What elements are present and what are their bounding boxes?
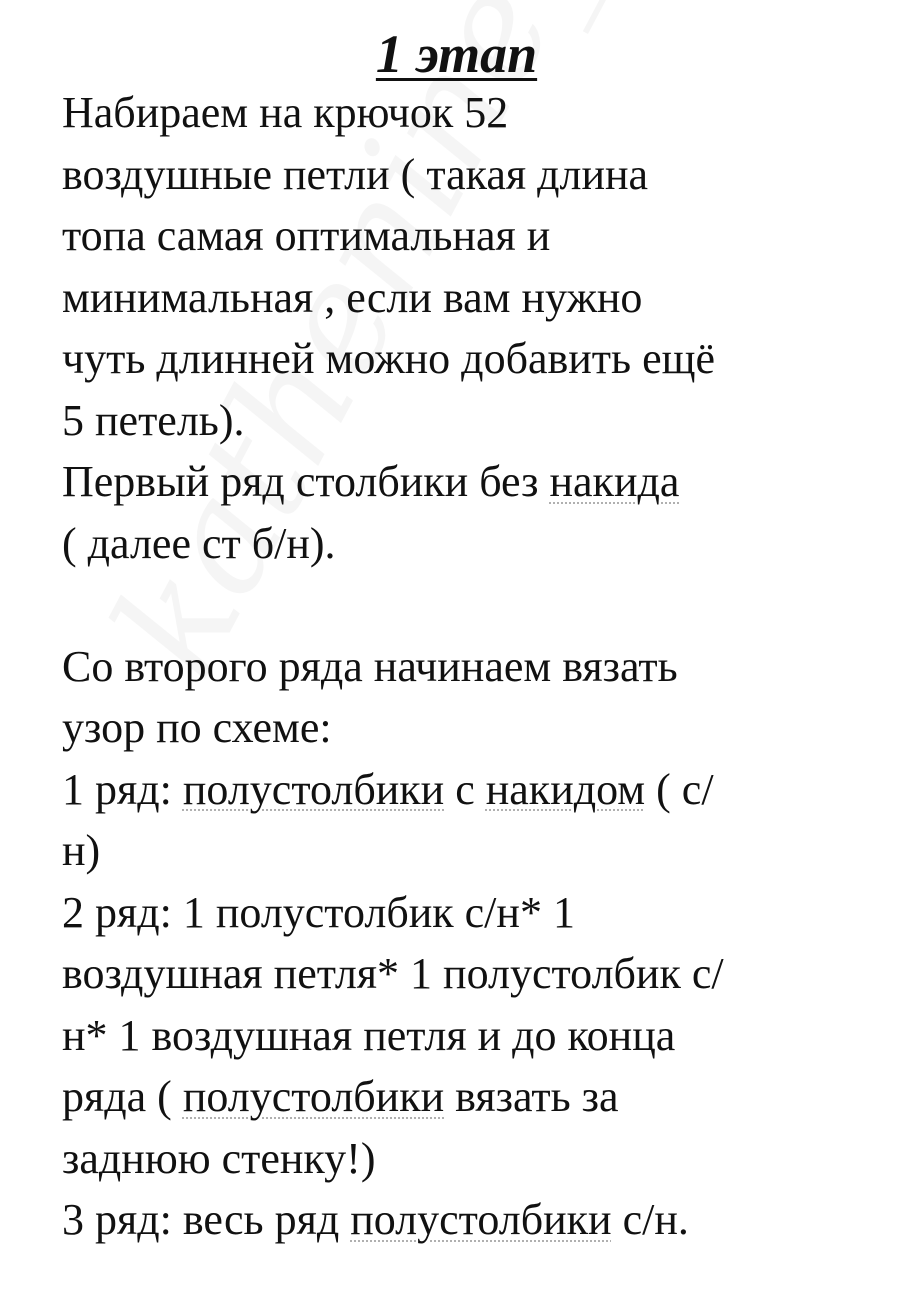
- text-line: Со второго ряда начинаем вязать: [62, 641, 678, 691]
- text-segment: ( с/: [645, 764, 714, 814]
- text-line: н* 1 воздушная петля и до конца: [62, 1010, 676, 1060]
- text-line: [62, 1066, 892, 1128]
- text-line: минимальная , если вам нужно: [62, 272, 643, 322]
- spellcheck-word: накида: [549, 457, 680, 506]
- text-line: н): [62, 826, 101, 875]
- spellcheck-word: полустолбики: [182, 764, 445, 814]
- spellcheck-word: накидом: [485, 764, 646, 814]
- text-line: воздушные петли ( такая длина: [62, 149, 649, 199]
- text-line: 2 ряд: 1 полустолбик с/н* 1: [62, 887, 575, 937]
- text-line: топа самая оптимальная и: [62, 211, 551, 260]
- text-line: чуть длинней можно добавить ещё: [62, 334, 716, 383]
- spellcheck-word: полустолбики: [182, 1072, 445, 1121]
- page-title: 1 этап: [375, 24, 538, 84]
- text-line: узор по схеме:: [62, 703, 332, 752]
- text-line: ( далее ст б/н).: [62, 518, 336, 568]
- text-segment: ряда (: [62, 1072, 183, 1121]
- text-segment: 3 ряд: весь ряд: [62, 1195, 351, 1244]
- text-segment: 1 ряд:: [62, 764, 183, 814]
- text-segment: Первый ряд столбики без: [62, 457, 550, 506]
- text-line: [62, 451, 892, 513]
- text-line: 5 петель).: [62, 395, 245, 445]
- paragraph-pattern: [62, 636, 892, 1251]
- text-segment: вязать за: [444, 1072, 619, 1121]
- text-segment: с: [444, 764, 486, 814]
- text-line: [62, 759, 892, 821]
- text-line: воздушная петля* 1 полустолбик с/: [62, 949, 724, 998]
- text-line: заднюю стенку!): [62, 1133, 376, 1183]
- paragraph-gap: [62, 574, 892, 636]
- document-body: [62, 82, 892, 1251]
- text-segment: с/н.: [611, 1195, 689, 1244]
- paragraph-cast-on: [62, 82, 892, 574]
- text-line: [62, 1189, 892, 1251]
- spellcheck-word: полустолбики: [350, 1195, 612, 1244]
- text-line: Набираем на крючок 52: [62, 88, 509, 137]
